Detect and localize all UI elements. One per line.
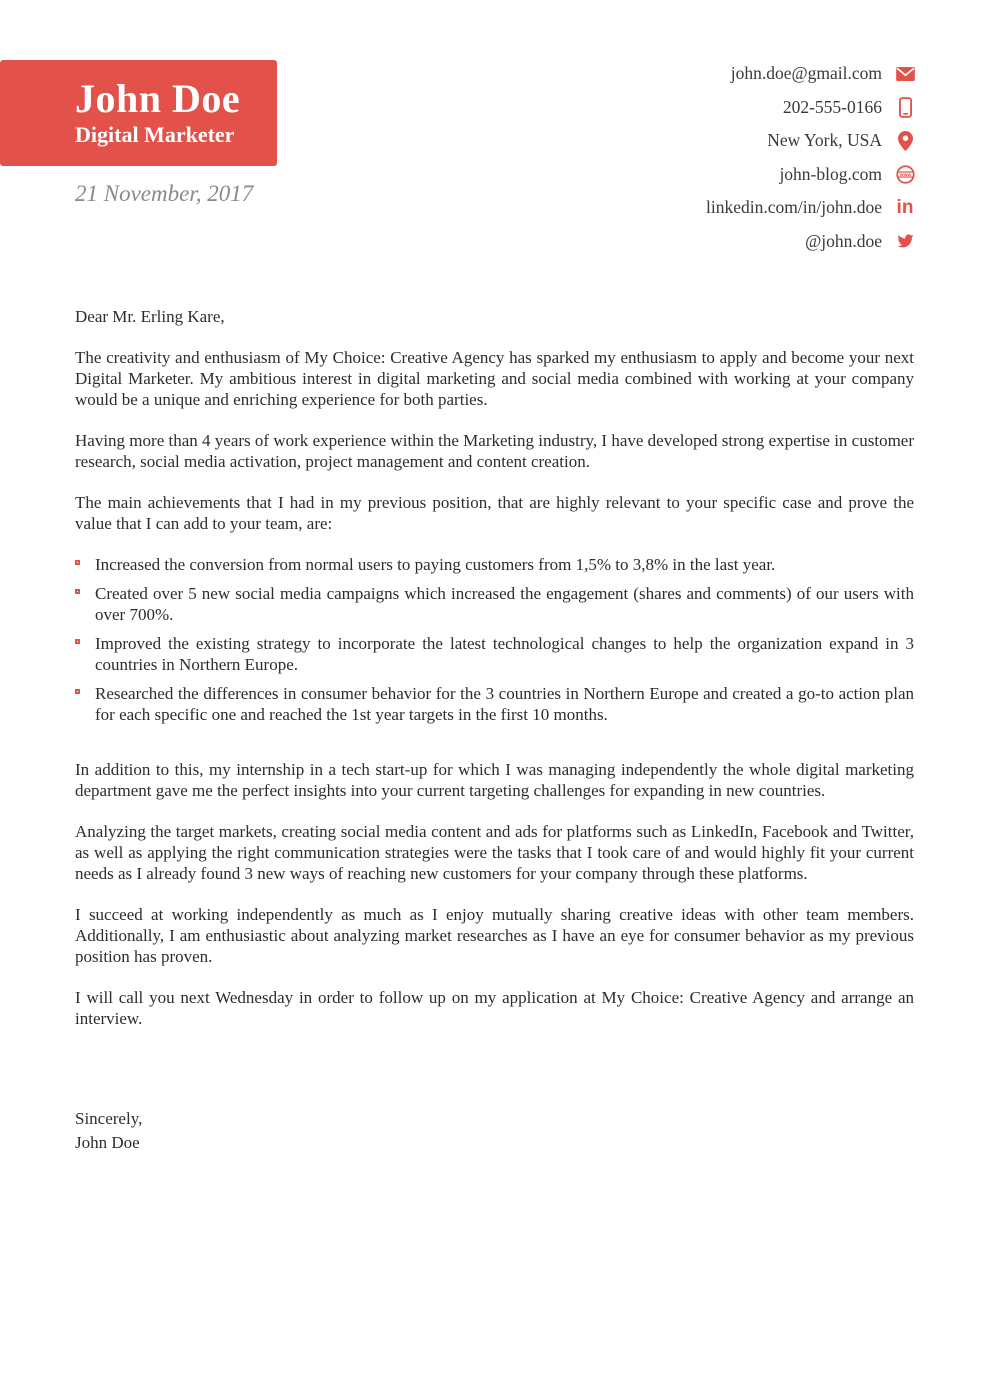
- contact-item-email: [706, 57, 915, 91]
- salutation: Dear Mr. Erling Kare,: [75, 307, 225, 326]
- email-icon: [895, 67, 915, 81]
- list-item: [75, 554, 914, 575]
- letter-date: 21 November, 2017: [75, 181, 254, 206]
- paragraph: The main achievements that I had in my previous position, that are highly relevant to your specific case and prove the value that I can add to your team, are:: [75, 493, 914, 533]
- list-item-text: Researched the differences in consumer behavior for the 3 countries in Northern Europe and created a go-to action plan for each specific one and reached the 1st year targets in the first 10 months.: [95, 684, 914, 724]
- list-item-text: Improved the existing strategy to incorporate the latest technological changes to help the organization expand in 3 countries in Northern Europe.: [95, 634, 914, 674]
- paragraph: I will call you next Wednesday in order to follow up on my application at My Choice: Creative Agency and arrange an interview.: [75, 988, 914, 1028]
- name-banner: [0, 60, 277, 166]
- bullet-icon: [75, 560, 80, 565]
- bullet-icon: [75, 589, 80, 594]
- phone-icon: [895, 97, 915, 118]
- signature-name: John Doe: [75, 1133, 140, 1152]
- closing: Sincerely,: [75, 1109, 143, 1128]
- paragraph: The creativity and enthusiasm of My Choice: Creative Agency has sparked my enthusiasm to apply and become your next Digital Marketer. My ambitious interest in digital marketing and social media combined with working at your company would be a unique and enriching experience for both parties.: [75, 348, 914, 409]
- list-item: [75, 633, 914, 675]
- email-text: john.doe@gmail.com: [730, 63, 882, 84]
- contact-item-linkedin: [706, 191, 915, 225]
- paragraph: Having more than 4 years of work experience within the Marketing industry, I have developed strong expertise in customer research, social media activation, project management and content creation.: [75, 431, 914, 471]
- list-item: [75, 583, 914, 625]
- paragraph: I succeed at working independently as much as I enjoy mutually sharing creative ideas with other team members. Additionally, I am enthusiastic about analyzing market researches as I have an eye for consumer behavior as my previous position has proven.: [75, 905, 914, 966]
- contact-item-phone: [706, 91, 915, 125]
- twitter-icon: [895, 233, 915, 249]
- location-text: New York, USA: [767, 130, 882, 151]
- linkedin-text: linkedin.com/in/john.doe: [706, 197, 882, 218]
- website-text: john-blog.com: [779, 163, 882, 184]
- letter-body: [75, 306, 914, 1155]
- paragraph: In addition to this, my internship in a tech start-up for which I was managing independently the whole digital marketing department gave me the perfect insights into your current targeting challenges for expanding in new countries.: [75, 760, 914, 800]
- contact-item-twitter: [706, 225, 915, 259]
- bullet-icon: [75, 639, 80, 644]
- linkedin-icon: in: [896, 197, 914, 219]
- achievements-list: [75, 554, 914, 725]
- paragraph: Analyzing the target markets, creating social media content and ads for platforms such as LinkedIn, Facebook and Twitter, as well as applying the right communication strategies were the tasks that I took care of and would highly fit your current needs as I already found 3 new ways of reaching new customers for your company through these platforms.: [75, 822, 914, 883]
- twitter-text: @john.doe: [805, 230, 882, 251]
- phone-text: 202-555-0166: [782, 96, 882, 117]
- location-icon: [895, 131, 915, 151]
- website-icon: [895, 165, 915, 184]
- contact-item-website: [706, 158, 915, 192]
- person-name: John Doe: [75, 76, 241, 121]
- contact-item-location: [706, 124, 915, 158]
- signature-block: [75, 1107, 914, 1155]
- contact-list: [706, 57, 915, 258]
- list-item-text: Increased the conversion from normal users to paying customers from 1,5% to 3,8% in the last year.: [95, 555, 776, 574]
- person-job-title: Digital Marketer: [75, 122, 235, 147]
- list-item: [75, 683, 914, 725]
- svg-text:www: www: [899, 172, 911, 178]
- bullet-icon: [75, 689, 80, 694]
- list-item-text: Created over 5 new social media campaigns which increased the engagement (shares and comments) of our users with over 700%.: [95, 584, 914, 624]
